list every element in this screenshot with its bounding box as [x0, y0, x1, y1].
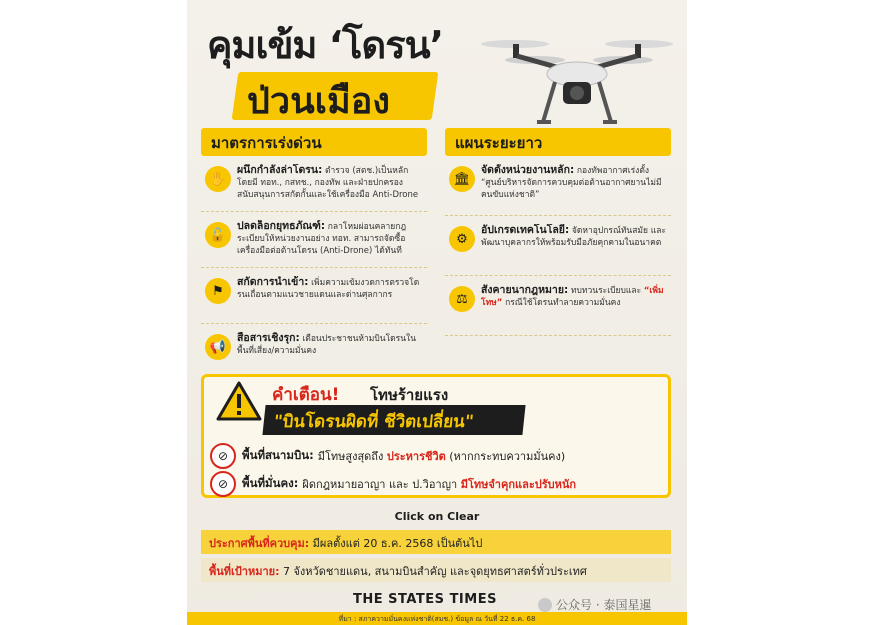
item-title: อัปเกรดเทคโนโลยี: [481, 224, 570, 236]
warning-text: มีโทษสูงสุดถึง [317, 450, 384, 463]
list-item [201, 156, 427, 212]
warning-subtitle: โทษร้ายแรง [370, 386, 449, 404]
item-title: สื่อสารเชิงรุก: [237, 332, 300, 344]
list-item [201, 268, 427, 324]
warning-highlight: ประหารชีวิต [386, 450, 446, 463]
warning-banner: "บินโดรนผิดที่ ชีวิตเปลี่ยน" [262, 405, 525, 435]
list-item [445, 216, 671, 276]
list-item [201, 324, 427, 380]
announcement-bar [201, 530, 671, 554]
megaphone-icon: 📢 [205, 334, 231, 360]
click-on-clear-text: Click on Clear [394, 510, 480, 523]
poster [187, 0, 687, 625]
item-title: จัดตั้งหน่วยงานหลัก: [481, 164, 575, 176]
item-title: ปลดล็อกยุทธภัณฑ์: [237, 220, 326, 232]
building-icon: 🏛 [449, 166, 475, 192]
long-term-plan-column [445, 128, 671, 350]
warning-box [201, 374, 671, 498]
item-text: จัดหาอุปกรณ์ทันสมัย และพัฒนาบุคลากรให้พร้อมรับมือภัยคุกคามในอนาคต [481, 226, 666, 248]
item-text-highlight: “เพิ่มโทษ” [481, 286, 664, 308]
item-title: ผนึกกำลังล่าโดรน: [237, 164, 323, 176]
unlock-icon: 🔓 [205, 222, 231, 248]
gavel-icon: ⚖ [449, 286, 475, 312]
urgent-measures-heading: มาตรการเร่งด่วน [201, 128, 427, 156]
no-drone-icon: ⊘ [210, 471, 236, 497]
item-title: สกัดการนำเข้า: [237, 276, 309, 288]
warning-label: คำเตือน! [272, 385, 340, 405]
target-area-label: พื้นที่เป้าหมาย: [209, 565, 280, 578]
item-text: ตำรวจ (สตช.)เป็นหลัก โดยมี ทอท., กสทช., กองทัพ และฝ่ายปกครอง สนับสนุนการสกัดกั้นและใช้เครื่องมือ Anti-Drone [237, 166, 419, 200]
item-text: กลาโหมผ่อนคลายกฎระเบียบให้หน่วยงานอย่าง ทอท. สามารถจัดซื้อเครื่องมือต่อต้านโดรน (Anti-Drone) ได้ทันที [237, 222, 407, 256]
customs-icon: ⚑ [205, 278, 231, 304]
source-footer: ที่มา : สภาความมั่นคงแห่งชาติ(สมช.) ข้อมูล ณ วันที่ 22 ธ.ค. 68 [187, 612, 687, 625]
warning-row [210, 471, 576, 497]
warning-highlight: มีโทษจำคุกและปรับหนัก [460, 478, 577, 491]
item-text-before: ทบทวนระเบียบและ [570, 286, 642, 296]
target-area-bar [201, 558, 671, 582]
wechat-icon [538, 598, 552, 612]
warning-place: พื้นที่มั่นคง: [242, 476, 299, 490]
announcement-label: ประกาศพื้นที่ควบคุม: [209, 537, 310, 550]
item-text-after: กรณีใช้โดรนทำลายความมั่นคง [505, 298, 621, 308]
brand-logo: THE STATES TIMES [353, 592, 497, 607]
announcement-text: มีผลตั้งแต่ 20 ธ.ค. 2568 เป็นต้นไป [312, 537, 483, 550]
item-title: สังคายนากฎหมาย: [481, 284, 569, 296]
drone-illustration [477, 30, 677, 130]
watermark [538, 596, 651, 613]
item-text: เพิ่มความเข้มงวดการตรวจโดรนเถื่อนตามแนวชายแดนและด่านศุลกากร [237, 278, 420, 300]
watermark-text: 公众号 · 泰国星暹 [556, 598, 652, 612]
warning-text: ผิดกฎหมายอาญา และ ป.วิอาญา [302, 478, 458, 491]
warning-row [210, 443, 565, 469]
warning-triangle-icon [216, 381, 262, 421]
long-term-plan-heading: แผนระยะยาว [445, 128, 671, 156]
no-drone-icon: ⊘ [210, 443, 236, 469]
warning-place: พื้นที่สนามบิน: [242, 448, 314, 462]
urgent-measures-column [201, 128, 427, 356]
list-item [201, 212, 427, 268]
target-area-text: 7 จังหวัดชายแดน, สนามบินสำคัญ และจุดยุทธศาสตร์ทั่วประเทศ [282, 565, 587, 578]
list-item [445, 156, 671, 216]
gear-icon: ⚙ [449, 226, 475, 252]
item-text: เตือนประชาชนห้ามบินโดรนในพื้นที่เสี่ยง/ความมั่นคง [237, 334, 417, 356]
title-line-2: ป่วนเมือง [247, 81, 390, 122]
list-item [445, 276, 671, 336]
warning-tail: (หากกระทบความมั่นคง) [449, 450, 566, 463]
handshake-icon: ✋ [205, 166, 231, 192]
item-text: กองทัพอากาศเร่งตั้ง “ศูนย์บริหารจัดการควบคุมต่อต้านอากาศยานไม่มีคนขับแห่งชาติ” [481, 166, 662, 200]
title-line-1: คุมเข้ม ‘โดรน’ [207, 23, 444, 67]
